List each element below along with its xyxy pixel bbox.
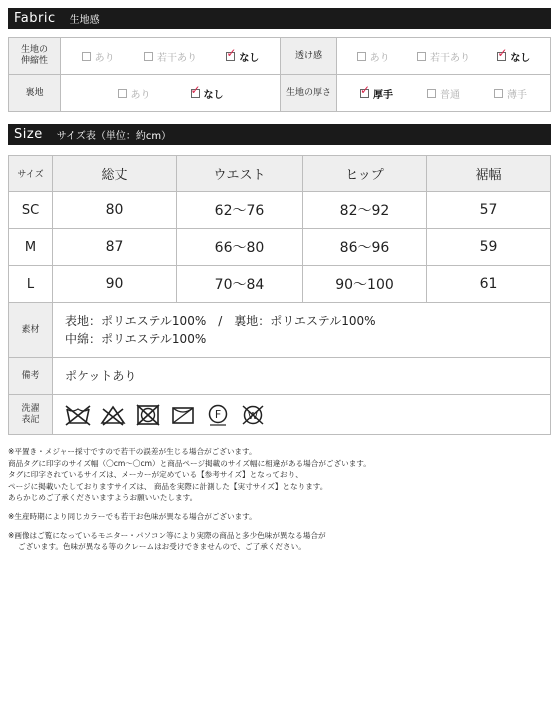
hip-cell: 82〜92 — [303, 192, 427, 229]
checkbox-icon — [82, 52, 91, 61]
stretch-option — [82, 49, 115, 64]
length-cell: 80 — [53, 192, 177, 229]
lining-option — [118, 86, 151, 101]
thickness-option — [494, 86, 527, 101]
table-row — [9, 266, 551, 303]
no-wash-icon — [65, 404, 91, 426]
thickness-option-label: 厚手 — [373, 89, 393, 101]
remarks-label: 備考 — [9, 358, 53, 395]
thickness-options — [337, 86, 550, 101]
length-cell: 90 — [53, 266, 177, 303]
lining-label: 裏地 — [9, 75, 61, 112]
checkbox-icon — [118, 89, 127, 98]
checkbox-icon — [144, 52, 153, 61]
hem-width-column-header: 裾幅 — [427, 156, 551, 192]
checkbox-icon — [357, 52, 366, 61]
no-wet-clean-icon — [240, 404, 266, 426]
stretch-options — [61, 49, 280, 64]
size-cell: SC — [9, 192, 53, 229]
checked-box-icon — [360, 89, 369, 98]
svg-text:W: W — [248, 410, 258, 422]
stretch-option-label: あり — [94, 52, 115, 64]
lining-option — [191, 86, 224, 101]
waist-cell: 66〜80 — [177, 229, 303, 266]
checkbox-icon — [417, 52, 426, 61]
lining-option-label: あり — [130, 89, 151, 101]
note-line: タグに印字されているサイズは、メーカーが定めている【参考サイズ】となっており、 — [8, 470, 303, 480]
checkbox-icon — [427, 89, 436, 98]
fabric-table — [8, 37, 551, 112]
details-table — [8, 302, 551, 435]
waist-cell: 62〜76 — [177, 192, 303, 229]
thickness-label: 生地の厚さ — [281, 75, 337, 112]
size-section-header — [8, 124, 551, 145]
note-line: 商品タグに印字のサイズ幅（〇cm〜〇cm）と商品ページ掲載のサイズ幅に相違がある場合がございます。 — [8, 458, 371, 468]
care-symbols — [65, 404, 550, 426]
material-label: 素材 — [9, 303, 53, 358]
remarks-value: ポケットあり — [53, 358, 551, 395]
sheer-option-label: あり — [369, 52, 390, 64]
length-column-header: 総丈 — [53, 156, 177, 192]
waist-cell: 70〜84 — [177, 266, 303, 303]
no-tumble-dry-icon — [135, 404, 161, 426]
thickness-option-label: 普通 — [440, 89, 460, 101]
hem-width-cell: 57 — [427, 192, 551, 229]
stretch-option-label: なし — [239, 52, 260, 64]
size-subtitle: サイズ表（単位：約cm） — [56, 131, 172, 142]
waist-column-header: ウエスト — [177, 156, 303, 192]
stretch-option — [144, 49, 197, 64]
hem-width-cell: 59 — [427, 229, 551, 266]
note-line: ※画像はご覧になっているモニター・パソコン等により実際の商品と多少色味が異なる場合が — [8, 530, 326, 540]
hip-column-header: ヒップ — [303, 156, 427, 192]
material-line-1: 表地：ポリエステル100% / 裏地：ポリエステル100% — [65, 314, 376, 328]
dry-clean-f-icon — [205, 404, 231, 426]
thickness-option — [427, 86, 460, 101]
size-column-header: サイズ — [9, 156, 53, 192]
stretch-label: 生地の 伸縮性 — [9, 38, 61, 75]
size-cell: L — [9, 266, 53, 303]
sheer-option — [417, 49, 470, 64]
note-line: あらかじめご了承くださいますようお願いいたします。 — [8, 493, 198, 503]
no-bleach-icon — [100, 404, 126, 426]
material-line-2: 中綿：ポリエステル100% — [65, 332, 207, 346]
sheer-option — [357, 49, 390, 64]
sheer-option — [497, 49, 530, 64]
lining-option-label: なし — [203, 89, 224, 101]
svg-text:F: F — [214, 407, 222, 421]
note-line: ※平置き・メジャー採寸ですので若干の誤差が生じる場合がございます。 — [8, 447, 257, 456]
size-table-header — [9, 156, 551, 192]
sheer-option-label: なし — [510, 52, 531, 64]
note-line: ございます。色味が異なる等のクレームはお受けできませんので、ご了承ください。 — [18, 542, 306, 552]
hip-cell: 90〜100 — [303, 266, 427, 303]
thickness-option — [360, 86, 393, 101]
line-dry-shade-icon — [170, 404, 196, 426]
hem-width-cell: 61 — [427, 266, 551, 303]
note-line: ページに掲載いたしておりますサイズは、 商品を実際に計測した【実寸サイズ】となります。 — [8, 481, 328, 491]
fabric-title: Fabric — [14, 11, 56, 26]
checked-box-icon — [226, 52, 235, 61]
material-row — [9, 303, 551, 358]
length-cell: 87 — [53, 229, 177, 266]
notes — [8, 446, 551, 553]
table-row — [9, 192, 551, 229]
checked-box-icon — [191, 89, 200, 98]
sheer-option-label: 若干あり — [429, 52, 470, 64]
size-cell: M — [9, 229, 53, 266]
hip-cell: 86〜96 — [303, 229, 427, 266]
thickness-option-label: 薄手 — [507, 89, 527, 101]
care-label: 洗濯 表記 — [9, 395, 53, 435]
checkbox-icon — [494, 89, 503, 98]
stretch-option — [226, 49, 259, 64]
care-row — [9, 395, 551, 435]
lining-options — [61, 86, 280, 101]
checked-box-icon — [497, 52, 506, 61]
size-table — [8, 155, 551, 303]
fabric-section-header — [8, 8, 551, 29]
note-line: ※生産時期により同じカラーでも若干お色味が異なる場合がございます。 — [8, 511, 257, 521]
table-row — [9, 229, 551, 266]
size-title: Size — [14, 127, 43, 142]
sheer-label: 透け感 — [281, 38, 337, 75]
remarks-row — [9, 358, 551, 395]
sheer-options — [337, 49, 550, 64]
stretch-option-label: 若干あり — [156, 52, 197, 64]
fabric-subtitle: 生地感 — [69, 15, 100, 26]
